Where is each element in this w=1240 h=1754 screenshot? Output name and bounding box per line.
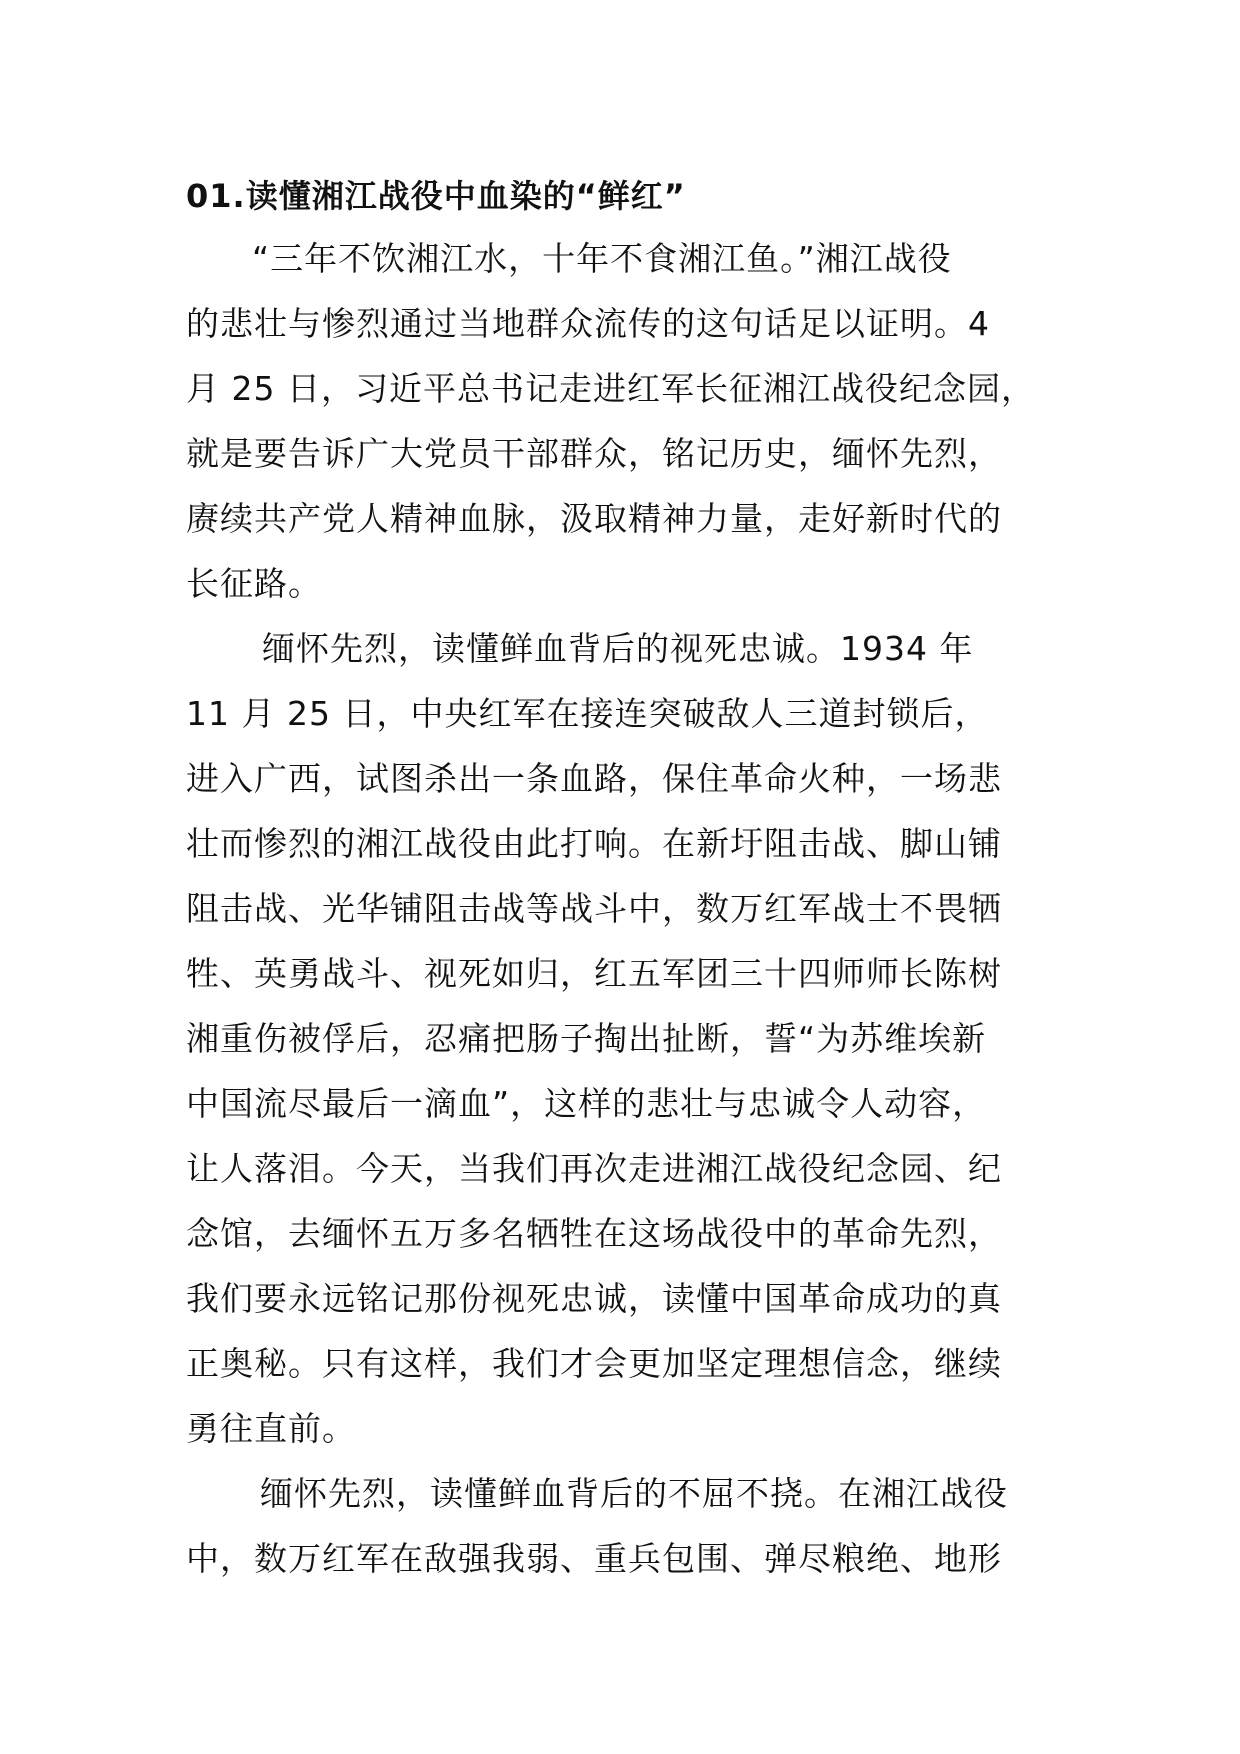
paragraph-2-line-4: 壮而惨烈的湘江战役由此打响。在新圩阻击战、脚山铺 (186, 824, 1002, 863)
paragraph-1-line-4: 就是要告诉广大党员干部群众，铭记历史，缅怀先烈， (186, 434, 1002, 473)
section-heading: 01.读懂湘江战役中血染的“鲜红” (186, 177, 686, 215)
paragraph-1-line-2: 的悲壮与惨烈通过当地群众流传的这句话足以证明。4 (186, 304, 990, 343)
paragraph-2-line-12: 正奥秘。只有这样，我们才会更加坚定理想信念，继续 (186, 1344, 1002, 1383)
paragraph-3-line-1: 缅怀先烈，读懂鲜血背后的不屈不挠。在湘江战役 (260, 1474, 1008, 1513)
paragraph-1-line-3: 月 25 日，习近平总书记走进红军长征湘江战役纪念园， (186, 369, 1035, 408)
paragraph-2-line-13: 勇往直前。 (186, 1409, 356, 1448)
paragraph-2-line-11: 我们要永远铭记那份视死忠诚，读懂中国革命成功的真 (186, 1279, 1002, 1318)
paragraph-1-line-6: 长征路。 (186, 564, 322, 603)
paragraph-2-line-3: 进入广西，试图杀出一条血路，保住革命火种，一场悲 (186, 759, 1002, 798)
paragraph-2-line-5: 阻击战、光华铺阻击战等战斗中，数万红军战士不畏牺 (186, 889, 1002, 928)
paragraph-2-line-10: 念馆，去缅怀五万多名牺牲在这场战役中的革命先烈， (186, 1214, 1002, 1253)
paragraph-2-line-1: 缅怀先烈，读懂鲜血背后的视死忠诚。1934 年 (262, 629, 974, 668)
paragraph-2-line-8: 中国流尽最后一滴血”，这样的悲壮与忠诚令人动容， (186, 1084, 987, 1123)
paragraph-2-line-2: 11 月 25 日，中央红军在接连突破敌人三道封锁后， (186, 694, 989, 733)
paragraph-2-line-7: 湘重伤被俘后，忍痛把肠子掏出扯断，誓“为苏维埃新 (186, 1019, 987, 1058)
paragraph-1-line-1: “三年不饮湘江水，十年不食湘江鱼。”湘江战役 (252, 239, 952, 278)
paragraph-1-line-5: 赓续共产党人精神血脉，汲取精神力量，走好新时代的 (186, 499, 1002, 538)
paragraph-2-line-6: 牲、英勇战斗、视死如归，红五军团三十四师师长陈树 (186, 954, 1002, 993)
paragraph-3-line-2: 中，数万红军在敌强我弱、重兵包围、弹尽粮绝、地形 (186, 1539, 1002, 1578)
paragraph-2-line-9: 让人落泪。今天，当我们再次走进湘江战役纪念园、纪 (186, 1149, 1002, 1188)
